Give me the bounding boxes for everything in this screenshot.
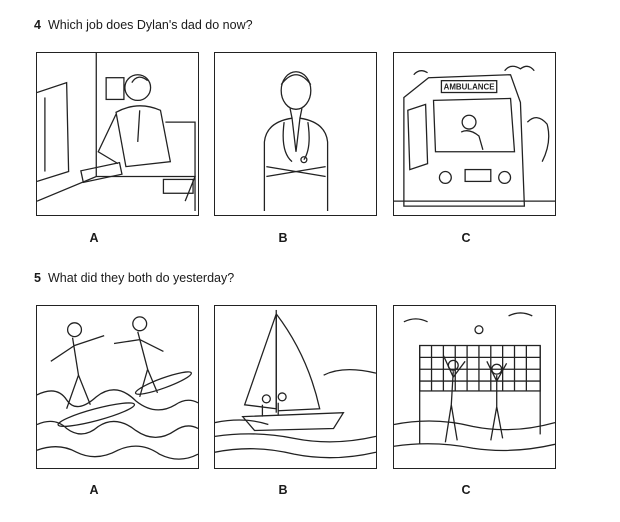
question-text: What did they both do yesterday? [47, 271, 235, 285]
question-4 [34, 18, 253, 32]
question-number: 4 [34, 18, 41, 32]
picture-sailing[interactable] [214, 305, 377, 469]
picture-doctor[interactable] [214, 52, 377, 216]
ambulance-sign-text: AMBULANCE [443, 82, 495, 92]
office-worker-illustration [37, 53, 198, 215]
option-label-a: A [89, 231, 99, 245]
picture-office-worker[interactable] [36, 52, 199, 216]
sailing-illustration [215, 306, 376, 468]
option-label-b: B [278, 483, 288, 497]
option-label-b: B [278, 231, 288, 245]
picture-ambulance[interactable] [393, 52, 556, 216]
picture-beach-volleyball[interactable] [393, 305, 556, 469]
question-5 [34, 271, 234, 285]
doctor-illustration [215, 53, 376, 215]
picture-surfing[interactable] [36, 305, 199, 469]
ambulance-illustration [394, 53, 555, 215]
option-label-a: A [89, 483, 99, 497]
beach-volleyball-illustration [394, 306, 555, 468]
surfing-illustration [37, 306, 198, 468]
option-label-c: C [461, 231, 471, 245]
question-number: 5 [34, 271, 41, 285]
option-label-c: C [461, 483, 471, 497]
question-text: Which job does Dylan's dad do now? [47, 18, 253, 32]
